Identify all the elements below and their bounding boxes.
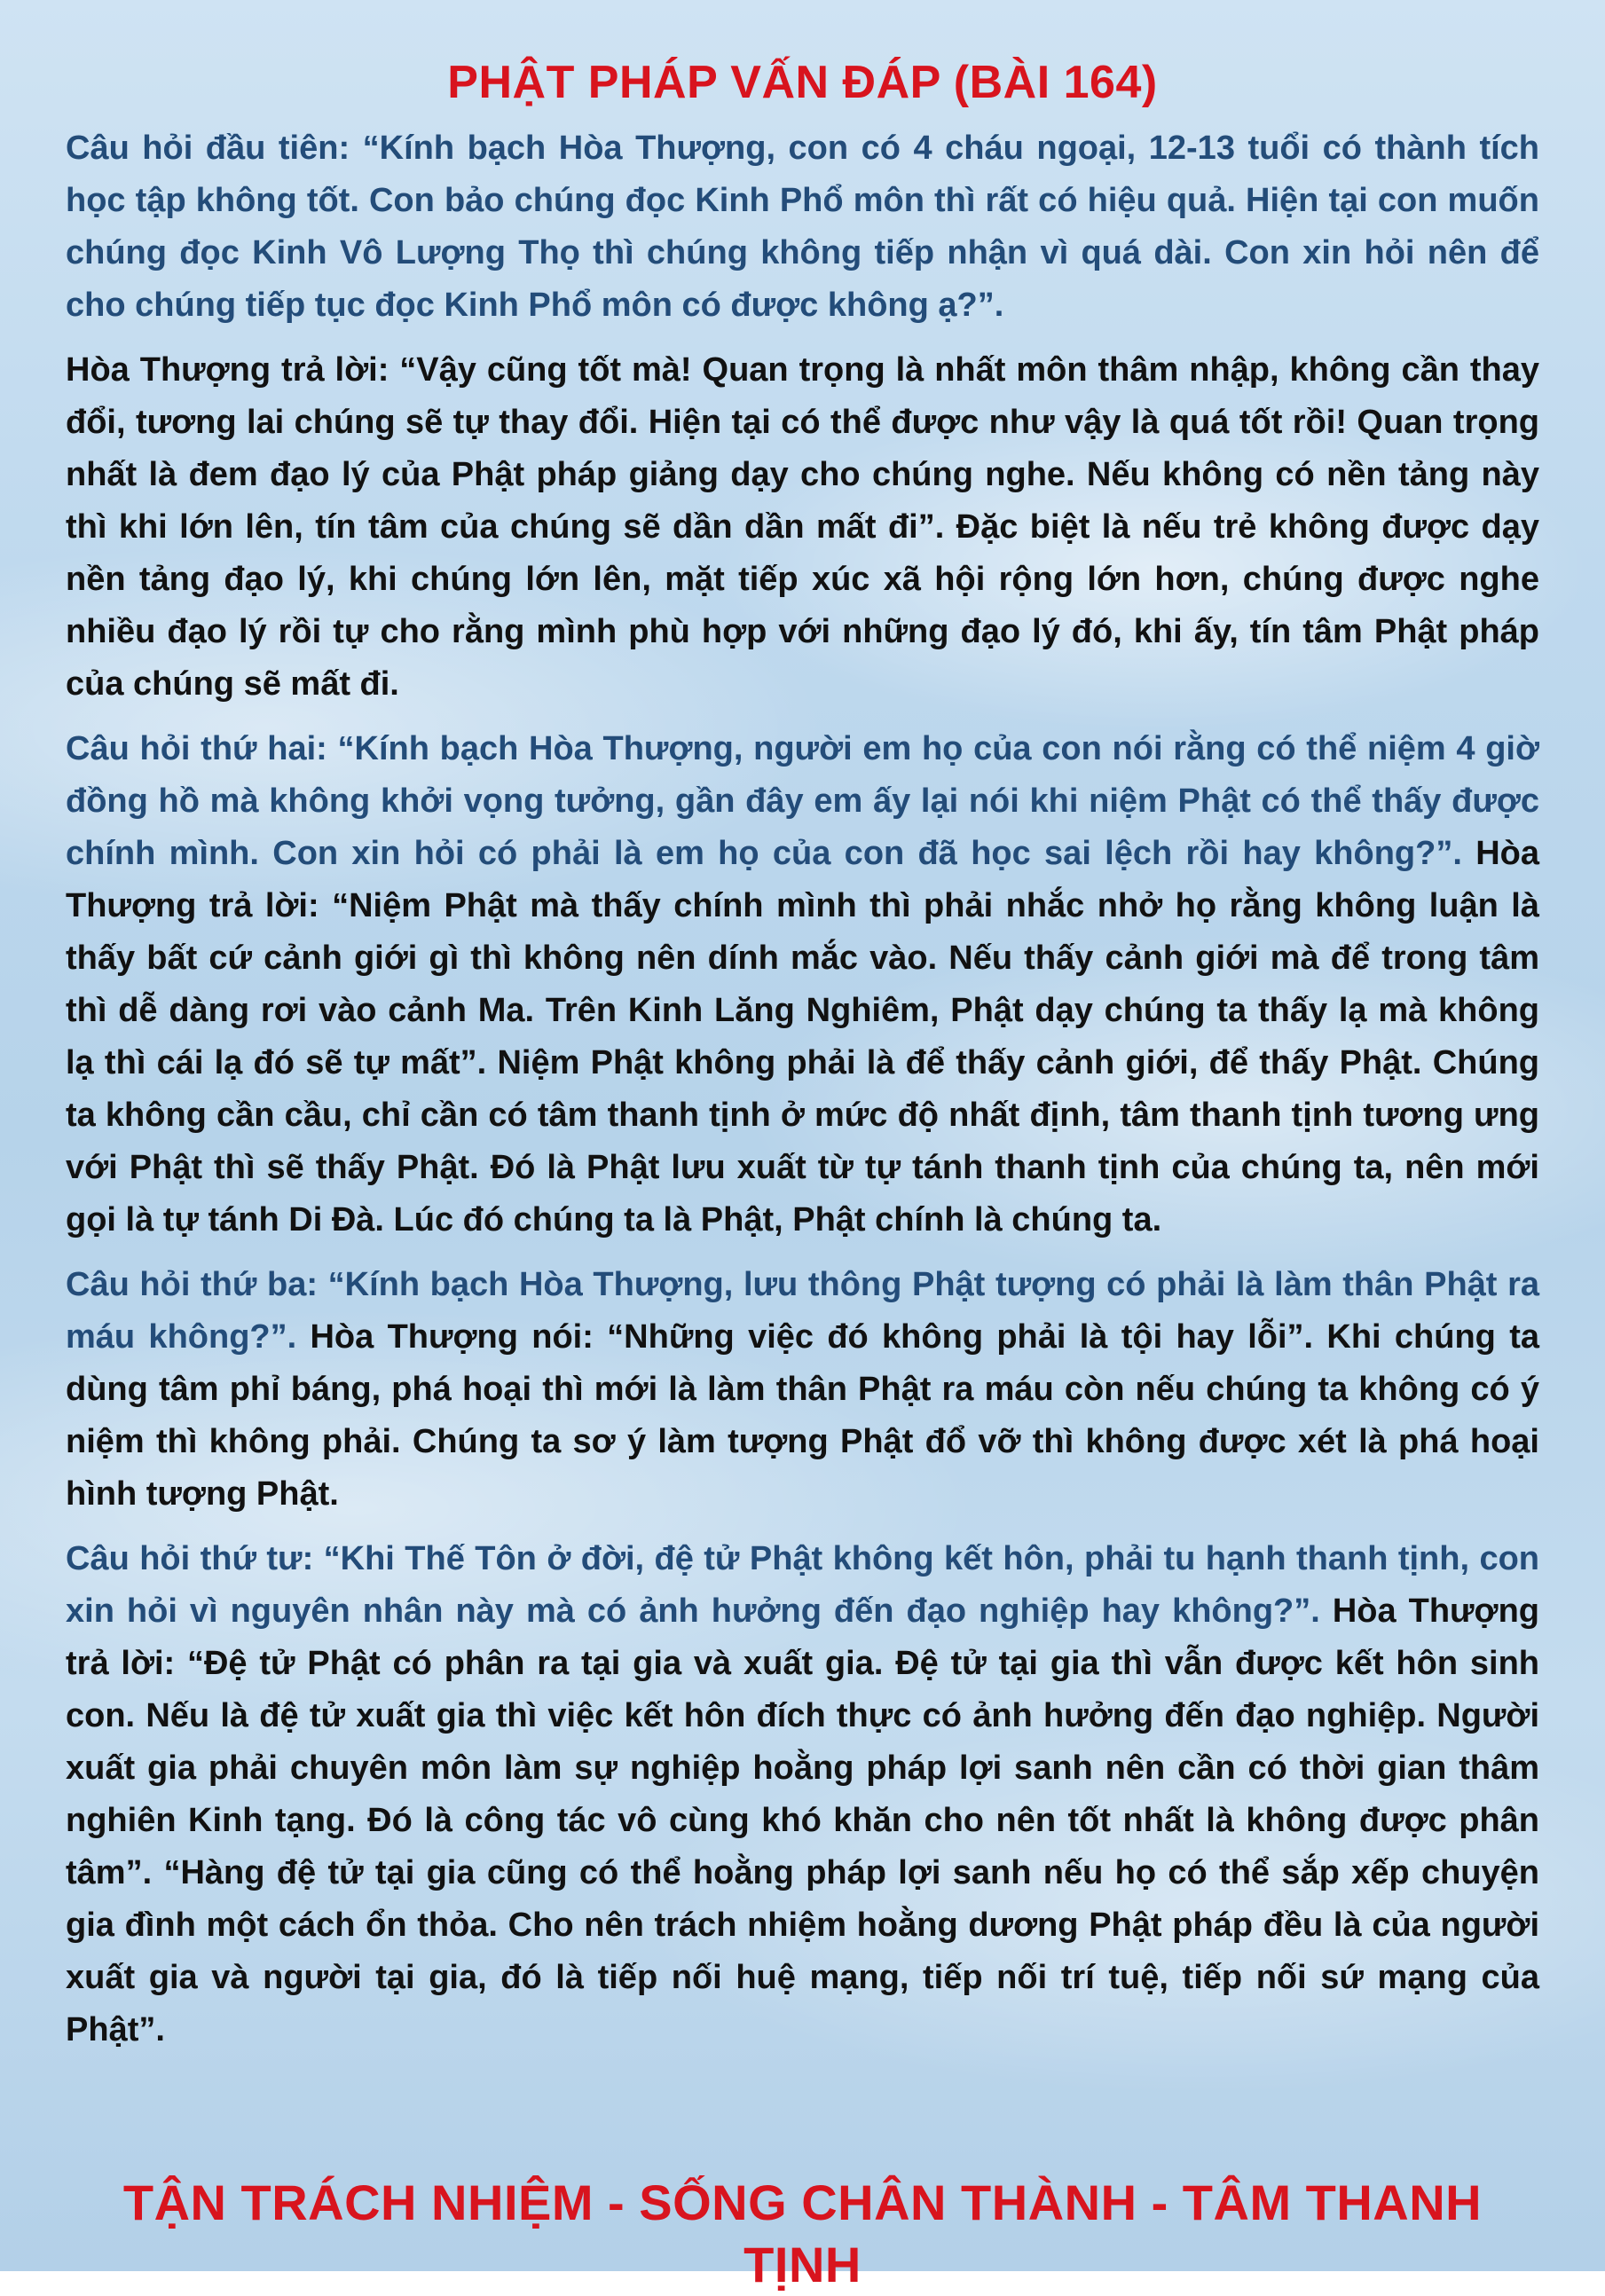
qa-section-2	[66, 723, 1539, 1246]
article	[66, 53, 1539, 2069]
question-1: Câu hỏi đầu tiên: “Kính bạch Hòa Thượng, con có 4 cháu ngoại, 12-13 tuổi có thành tích học tập không tốt. Con bảo chúng đọc Kinh Phổ môn thì rất có hiệu quả. Hiện tại con muốn chúng đọc Kinh Vô Lượng Thọ thì chúng không tiếp nhận vì quá dài. Con xin hỏi nên để cho chúng tiếp tục đọc Kinh Phổ môn có được không ạ?”.	[66, 130, 1539, 324]
answer-3: Hòa Thượng nói: “Những việc đó không phải là tội hay lỗi”. Khi chúng ta dùng tâm phỉ báng, phá hoại thì mới là làm thân Phật ra máu còn nếu chúng ta không có ý niệm thì không phải. Chúng ta sơ ý làm tượng Phật đổ vỡ thì không được xét là phá hoại hình tượng Phật.	[66, 1318, 1539, 1513]
qa-section-1	[66, 122, 1539, 332]
footer-slogan: TẬN TRÁCH NHIỆM - SỐNG CHÂN THÀNH - TÂM THANH TỊNH	[122, 2174, 1483, 2292]
qa-section-3	[66, 1259, 1539, 1521]
qa-section-4	[66, 1533, 1539, 2056]
question-4: Câu hỏi thứ tư: “Khi Thế Tôn ở đời, đệ tử Phật không kết hôn, phải tu hạnh thanh tịnh, con xin hỏi vì nguyên nhân này mà có ảnh hưởng đến đạo nghiệp hay không?”.	[66, 1540, 1539, 1630]
answer-2: Hòa Thượng trả lời: “Niệm Phật mà thấy chính mình thì phải nhắc nhở họ rằng không luận là thấy bất cứ cảnh giới gì thì không nên dính mắc vào. Nếu thấy cảnh giới mà để trong tâm thì dễ dàng rơi vào cảnh Ma. Trên Kinh Lăng Nghiêm, Phật dạy chúng ta thấy lạ mà không lạ thì cái lạ đó sẽ tự mất”. Niệm Phật không phải là để thấy cảnh giới, để thấy Phật. Chúng ta không cần cầu, chỉ cần có tâm thanh tịnh ở mức độ nhất định, tâm thanh tịnh tương ưng với Phật thì sẽ thấy Phật. Đó là Phật lưu xuất từ tự tánh thanh tịnh của chúng ta, nên mới gọi là tự tánh Di Đà. Lúc đó chúng ta là Phật, Phật chính là chúng ta.	[66, 835, 1540, 1238]
question-3: Câu hỏi thứ ba: “Kính bạch Hòa Thượng, lưu thông Phật tượng có phải là làm thân Phật ra máu không?”.	[66, 1266, 1539, 1356]
answer-1: Hòa Thượng trả lời: “Vậy cũng tốt mà! Quan trọng là nhất môn thâm nhập, không cần thay đổi, tương lai chúng sẽ tự thay đổi. Hiện tại có thể được như vậy là quá tốt rồi! Quan trọng nhất là đem đạo lý của Phật pháp giảng dạy cho chúng nghe. Nếu không có nền tảng này thì khi lớn lên, tín tâm của chúng sẽ dần dần mất đi”. Đặc biệt là nếu trẻ không được dạy nền tảng đạo lý, khi chúng lớn lên, mặt tiếp xúc xã hội rộng lớn hơn, chúng được nghe nhiều đạo lý rồi tự cho rằng mình phù hợp với những đạo lý đó, khi ấy, tín tâm Phật pháp của chúng sẽ mất đi.	[66, 351, 1539, 703]
page-title: PHẬT PHÁP VẤN ĐÁP (BÀI 164)	[447, 57, 1158, 108]
answer-4: Hòa Thượng trả lời: “Đệ tử Phật có phân ra tại gia và xuất gia. Đệ tử tại gia thì vẫn được kết hôn sinh con. Nếu là đệ tử xuất gia thì việc kết hôn đích thực có ảnh hưởng đến đạo nghiệp. Người xuất gia phải chuyên môn làm sự nghiệp hoằng pháp lợi sanh nên cần có thời gian thâm nghiên Kinh tạng. Đó là công tác vô cùng khó khăn cho nên tốt nhất là không được phân tâm”. “Hàng đệ tử tại gia cũng có thể hoằng pháp lợi sanh nếu họ có thể sắp xếp chuyện gia đình một cách ổn thỏa. Cho nên trách nhiệm hoằng dương Phật pháp đều là của người xuất gia và người tại gia, đó là tiếp nối huệ mạng, tiếp nối trí tuệ, tiếp nối sứ mạng của Phật”.	[66, 1592, 1539, 2048]
qa-section-1-answer	[66, 344, 1539, 711]
question-2: Câu hỏi thứ hai: “Kính bạch Hòa Thượng, người em họ của con nói rằng có thể niệm 4 giờ đồng hồ mà không khởi vọng tưởng, gần đây em ấy lại nói khi niệm Phật có thể thấy được chính mình. Con xin hỏi có phải là em họ của con đã học sai lệch rồi hay không?”.	[66, 730, 1539, 872]
